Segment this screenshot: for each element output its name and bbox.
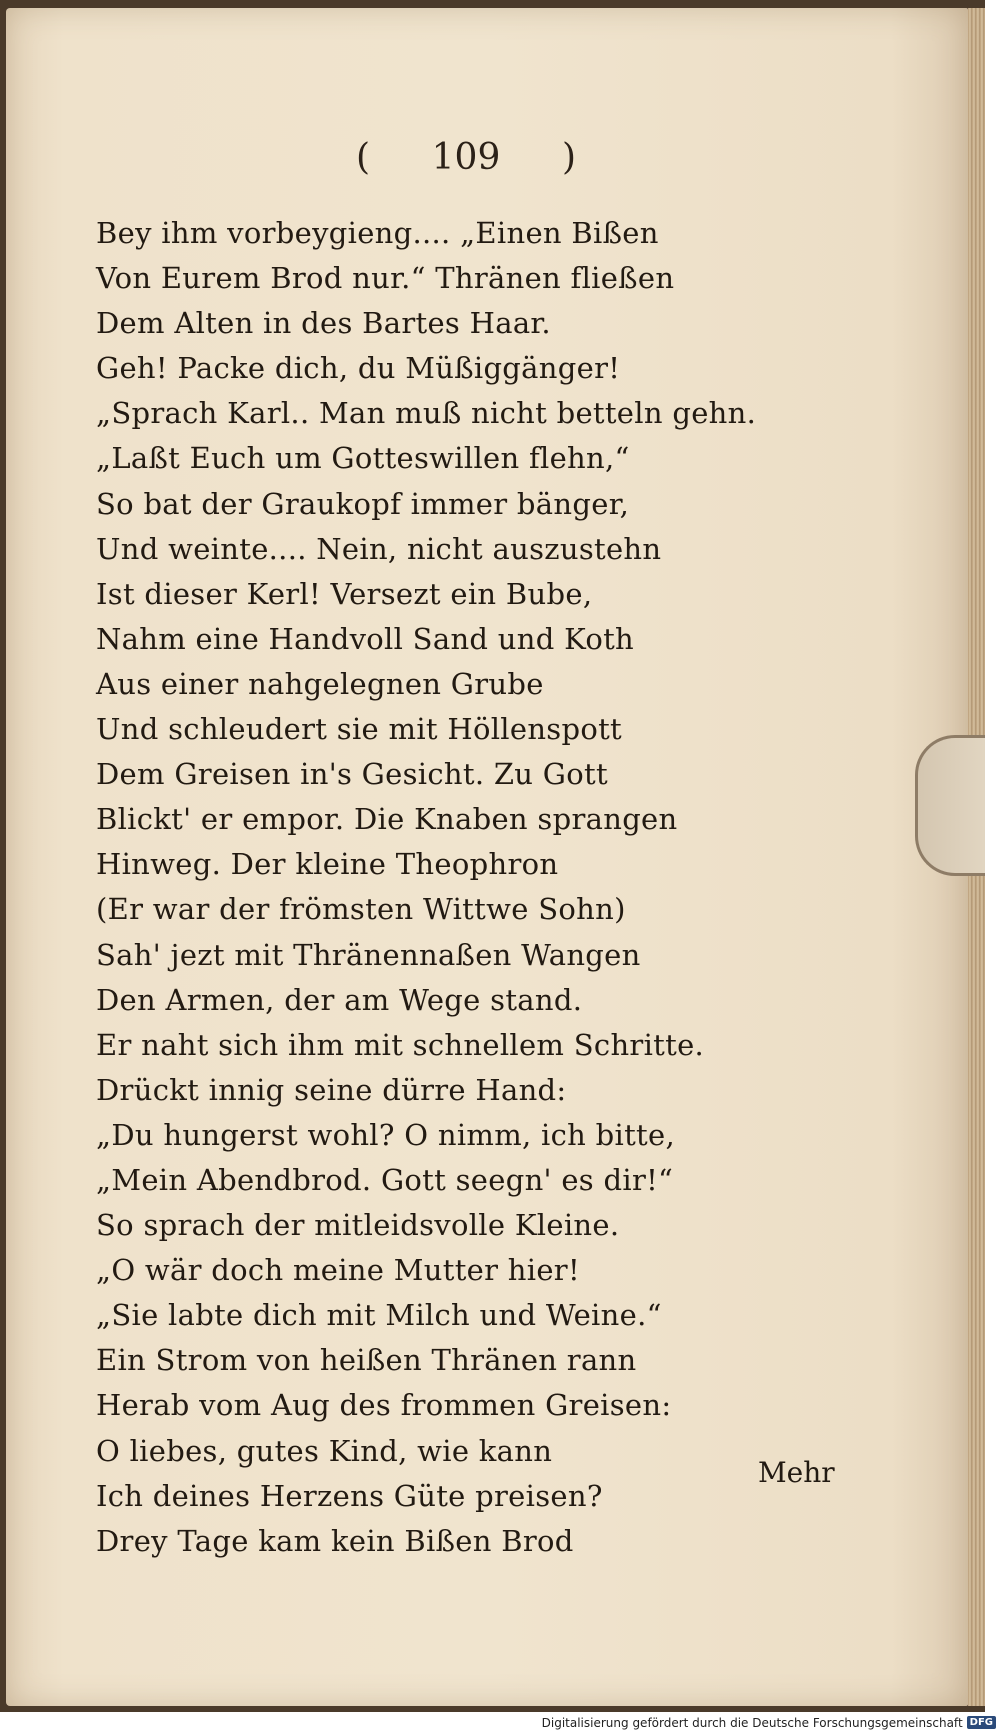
- poem-line: Ich deines Herzens Güte preisen?: [96, 1478, 603, 1513]
- poem-line: Drey Tage kam kein Bißen Brod: [96, 1523, 574, 1558]
- poem-line: Blickt' er empor. Die Knaben sprangen: [96, 802, 678, 837]
- poem-line: Bey ihm vorbeygieng.... „Einen Bißen: [96, 216, 659, 250]
- poem-line: „Sie labte dich mit Milch und Weine.“: [96, 1298, 662, 1333]
- poem-line: Drückt innig seine dürre Hand:: [96, 1072, 567, 1107]
- book-page: [6, 8, 968, 1706]
- poem-text: [96, 211, 816, 1564]
- poem-line: Sah' jezt mit Thränennaßen Wangen: [96, 937, 641, 972]
- poem-line: Dem Alten in des Bartes Haar.: [96, 306, 551, 341]
- poem-line: „Sprach Karl.. Man muß nicht betteln gehn.: [96, 396, 757, 431]
- poem-line: Nahm eine Handvoll Sand und Koth: [96, 621, 635, 656]
- poem-line: Dem Greisen in's Gesicht. Zu Gott: [96, 757, 608, 792]
- dfg-logo-icon: DFG: [967, 1716, 996, 1729]
- poem-line: Geh! Packe dich, du Müßiggänger!: [96, 351, 621, 386]
- poem-line: Von Eurem Brod nur.“ Thränen fließen: [96, 261, 675, 296]
- poem-line: (Er war der frömsten Wittwe Sohn): [96, 892, 626, 927]
- catchword: Mehr: [758, 1456, 835, 1489]
- poem-line: Ist dieser Kerl! Versezt ein Bube,: [96, 576, 593, 611]
- footer-credit: Digitalisierung gefördert durch die Deutsche Forschungsgemeinschaft: [541, 1715, 963, 1730]
- poem-line: „Du hungerst wohl? O nimm, ich bitte,: [96, 1117, 675, 1152]
- poem-line: Und weinte.... Nein, nicht auszustehn: [96, 531, 662, 566]
- poem-line: So bat der Graukopf immer bänger,: [96, 486, 630, 521]
- poem-line: Aus einer nahgelegnen Grube: [96, 666, 544, 701]
- poem-line: „O wär doch meine Mutter hier!: [96, 1253, 580, 1288]
- poem-line: „Mein Abendbrod. Gott seegn' es dir!“: [96, 1162, 674, 1197]
- poem-line: Ein Strom von heißen Thränen rann: [96, 1343, 637, 1378]
- poem-line: Und schleudert sie mit Höllenspott: [96, 712, 623, 747]
- header-right-paren: ): [561, 136, 576, 178]
- poem-line: Den Armen, der am Wege stand.: [96, 982, 583, 1017]
- page-number: 109: [431, 136, 501, 178]
- poem-line: Er naht sich ihm mit schnellem Schritte.: [96, 1027, 705, 1062]
- header-left-paren: (: [356, 136, 371, 178]
- page-clip: [915, 735, 985, 876]
- digitization-footer: [0, 1712, 1000, 1733]
- poem-line: O liebes, gutes Kind, wie kann: [96, 1433, 553, 1468]
- page-header: [356, 132, 576, 182]
- poem-line: „Laßt Euch um Gotteswillen flehn,“: [96, 441, 630, 476]
- poem-line: Herab vom Aug des frommen Greisen:: [96, 1388, 672, 1423]
- poem-line: Hinweg. Der kleine Theophron: [96, 847, 559, 882]
- poem-line: So sprach der mitleidsvolle Kleine.: [96, 1208, 620, 1243]
